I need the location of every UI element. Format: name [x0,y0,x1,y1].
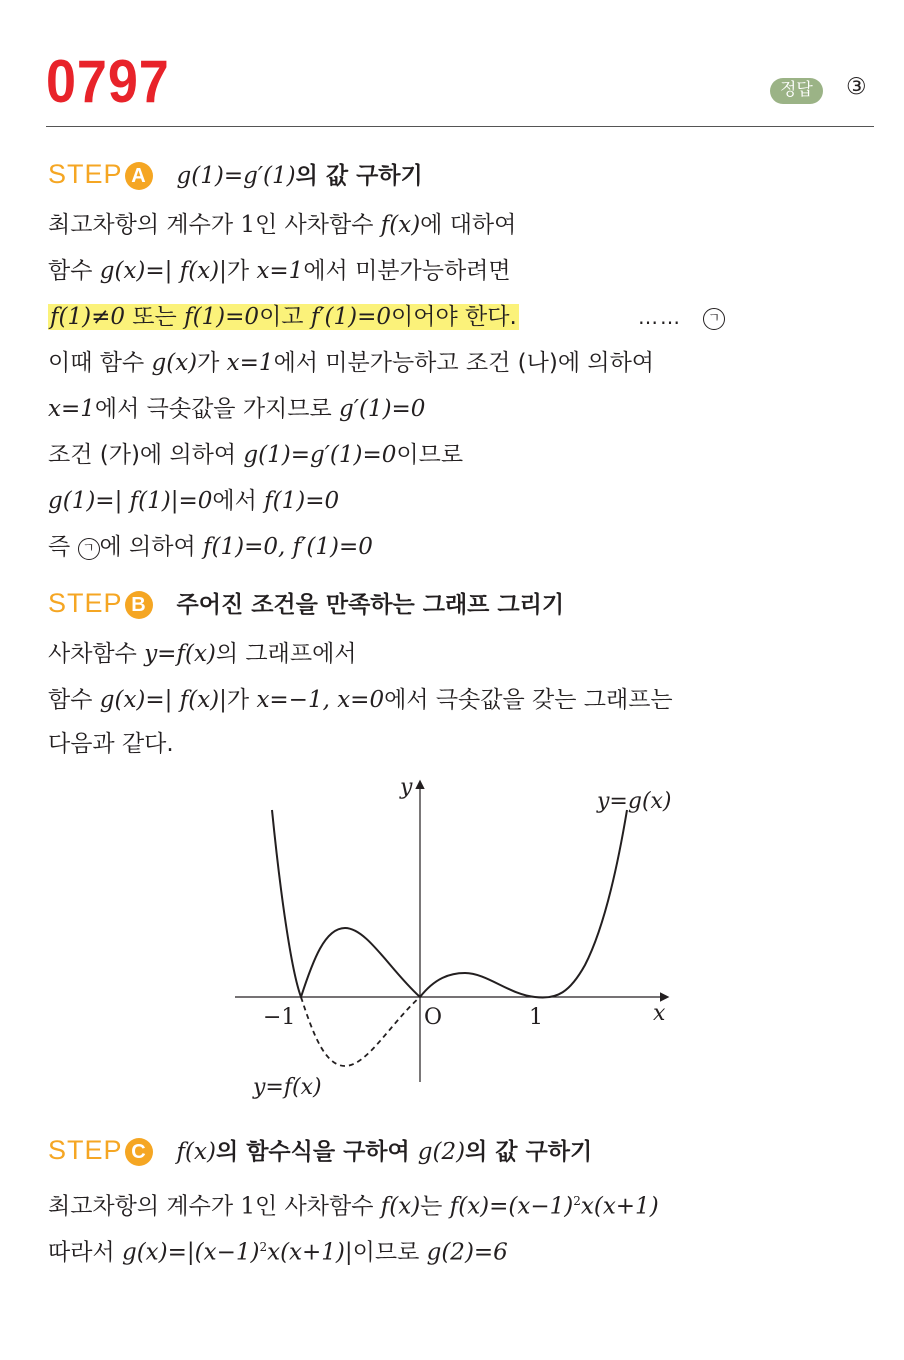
text: 는 [420,1193,450,1220]
step-a-line-2 [48,251,511,291]
step-c-badge: C [125,1138,153,1166]
step-b-heading [48,583,564,623]
step-c-heading [48,1130,592,1170]
text: 에 대하여 [420,212,517,238]
text: 가 [226,687,257,713]
text: 이때 함수 [48,350,152,376]
math: g(1)=g′(1)=0 [243,442,397,468]
curve-g [272,810,627,998]
text: 의 함수식을 구하여 [215,1139,418,1165]
text: 가 [226,258,257,284]
math: g(x)=| f(x)| [99,687,227,713]
math: f(1)=0 [184,304,260,330]
math: g(1)=| f(1)|=0 [48,488,213,514]
step-a-heading [48,154,423,194]
curve-f-label: y=f(x) [253,1075,322,1100]
math: x(x+1) [580,1193,659,1220]
text: 에서 [212,488,265,514]
step-c-line-1 [48,1181,659,1221]
math: x(x+1)| [267,1239,353,1266]
math: f(x) [380,1193,421,1220]
text: 이어야 한다. [391,304,517,330]
text: 즉 [48,534,78,560]
tick-label-neg1: −1 [263,1005,296,1030]
curve-g-label: y=g(x) [597,789,672,814]
text: 의 그래프에서 [215,641,357,667]
math: f(1)=0, f′(1)=0 [203,534,373,560]
math: g′(1)=0 [339,396,426,422]
math: f(x) [380,212,421,238]
math: f(x) [176,1139,216,1165]
math: x=1 [48,396,95,422]
text: 에서 미분가능하려면 [303,258,511,284]
text: 최고차항의 계수가 [48,1193,241,1220]
math: f(1)≠0 [50,304,125,330]
text: 인 사차함수 [255,212,381,238]
text: 가 [197,350,227,376]
step-b-title: 주어진 조건을 만족하는 그래프 그리기 [176,592,565,618]
text: 함수 [48,258,100,284]
header-divider [46,126,874,127]
step-b-line-3: 다음과 같다. [48,731,174,757]
origin-label: O [424,1005,443,1030]
curve-f-dashed [301,997,420,1066]
text: 에서 미분가능하고 조건 (나)에 의하여 [273,350,655,376]
text: 사차함수 [48,641,145,667]
step-a-line-5 [48,389,425,429]
text: 에서 극솟값을 갖는 그래프는 [384,687,673,713]
math: f(x)=(x−1) [449,1193,574,1220]
text: 이므로 [352,1239,427,1266]
math: f′(1)=0 [310,304,392,330]
text: 따라서 [48,1239,122,1266]
step-b-line-1 [48,634,357,674]
step-a-line-6 [48,435,463,475]
leader-dots: …… [638,305,682,329]
highlighted-condition [48,304,519,330]
step-a-line-3 [48,297,878,337]
math: 1 [240,1193,256,1220]
text: 에 의하여 [99,534,204,560]
y-axis-label: y [400,775,413,800]
exponent: 2 [259,1240,268,1254]
math: g(x)=| f(x)| [99,258,227,284]
step-b-line-2 [48,680,673,720]
step-b-badge: B [125,591,153,619]
math: y=f(x) [144,641,216,667]
step-a-title [177,163,423,189]
math: g(x)=|(x−1) [121,1239,260,1266]
math: f(1)=0 [264,488,340,514]
exponent: 2 [573,1194,581,1208]
math: x=−1, x=0 [256,687,385,713]
text: 이고 [259,304,311,330]
text: 또는 [125,304,185,330]
text: 조건 (가)에 의하여 [48,442,244,468]
text: 인 사차함수 [255,1193,381,1220]
step-a-line-1 [48,205,516,245]
step-c-title [177,1139,593,1165]
reference-mark [703,297,725,337]
tick-label-1: 1 [529,1005,543,1030]
step-a-line-8 [48,527,373,567]
step-c-line-2 [48,1227,508,1267]
step-c-word: STEP [48,1135,123,1165]
step-a-badge: A [125,162,153,190]
step-a-title-math: g(1)=g′(1) [176,163,296,189]
step-a-line-4 [48,343,654,383]
text: 에서 극솟값을 가지므로 [94,396,340,422]
text: 최고차항의 계수가 [48,212,241,238]
step-b-word: STEP [48,588,123,618]
text: 이므로 [396,442,464,468]
step-a-word: STEP [48,159,123,189]
circled-giyeok-icon: ㄱ [703,308,725,330]
step-a-title-text: 의 값 구하기 [295,163,423,189]
math: g(2)=6 [426,1239,508,1266]
function-graph [225,770,685,1110]
circled-giyeok-icon: ㄱ [78,538,100,560]
math: 1 [240,212,256,238]
step-a-line-7 [48,481,339,521]
answer-badge: 정답 [770,78,823,104]
math: g(2) [417,1139,466,1165]
problem-number: 0797 [46,48,170,115]
math: x=1 [226,350,274,376]
answer-value: ③ [846,74,867,100]
text: 의 값 구하기 [465,1139,593,1165]
math: g(x) [151,350,198,376]
text: 함수 [48,687,100,713]
math: x=1 [256,258,304,284]
x-axis-label: x [653,1001,666,1026]
